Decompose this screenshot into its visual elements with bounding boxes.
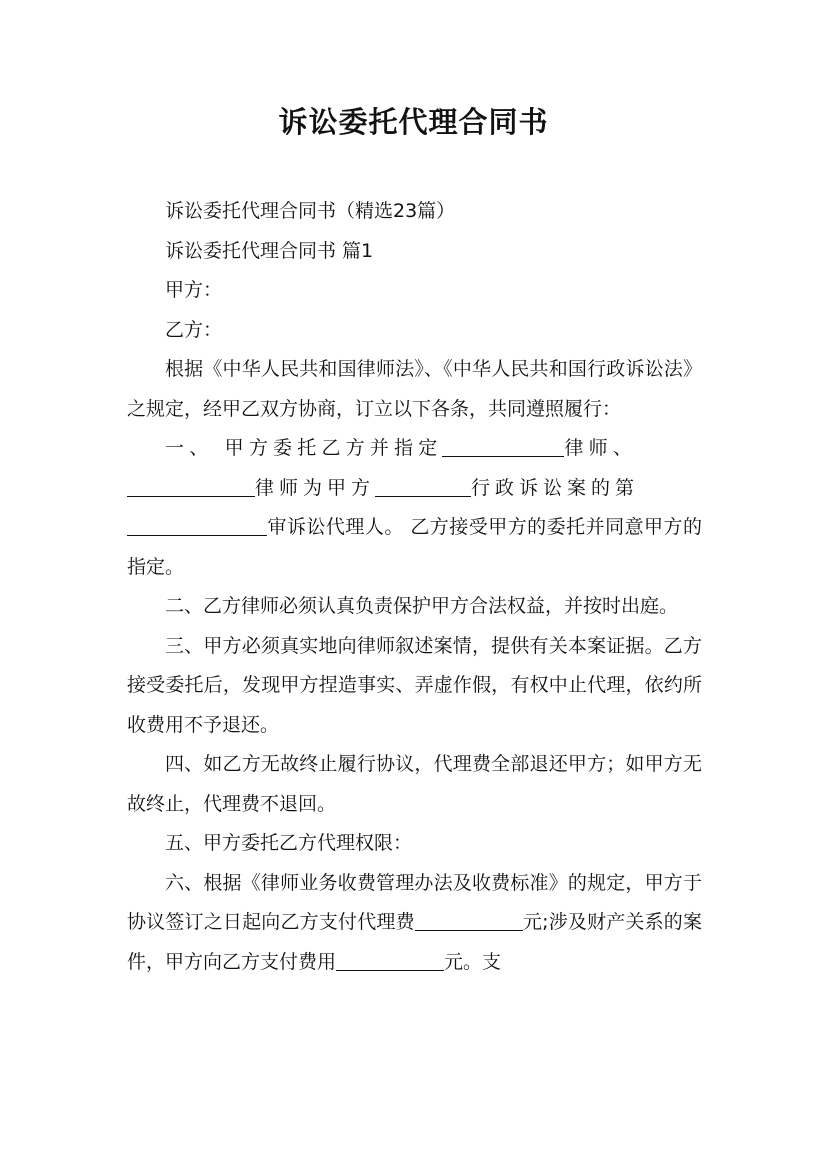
paragraph-section-heading: 诉讼委托代理合同书 篇1 xyxy=(165,239,374,262)
paragraph-clause-4: 四、如乙方无故终止履行协议，代理费全部退还甲方；如甲方无故终止，代理费不退回。 xyxy=(127,753,702,815)
paragraph-clause-6 xyxy=(127,864,702,983)
document-body xyxy=(127,192,702,982)
document-title: 诉讼委托代理合同书 xyxy=(278,105,549,139)
paragraph-preamble: 根据《中华人民共和国律师法》、《中华人民共和国行政诉讼法》之规定，经甲乙双方协商，订立以下各条，共同遵照履行： xyxy=(127,358,702,420)
paragraph-subtitle: 诉讼委托代理合同书（精选23篇） xyxy=(165,200,456,222)
paragraph-party-b: 乙方： xyxy=(165,318,223,341)
paragraph-clause-5: 五、甲方委托乙方代理权限： xyxy=(165,832,413,854)
paragraph-clause-1-cont xyxy=(127,469,702,509)
clause-6-text-b: 元;涉及财产关系的案件，甲方向乙方支付费用 xyxy=(127,911,702,973)
paragraph-clause-1 xyxy=(127,429,702,469)
paragraph-clause-3: 三、甲方必须真实地向律师叙述案情，提供有关本案证据。乙方接受委托后，发现甲方捏造事实、弄虚作假，有权中止代理，依约所收费用不予退还。 xyxy=(127,634,702,736)
clause-1-text-e: 审诉讼代理人。 乙方接受甲方的委托并同意甲方的指定。 xyxy=(127,516,702,578)
blank-case-name xyxy=(375,474,471,497)
clause-1-text-d: 行政诉讼案的第 xyxy=(471,476,640,499)
blank-lawyer-1 xyxy=(442,434,564,457)
blank-agency-fee xyxy=(415,908,523,931)
clause-1-text-b: 律师、 xyxy=(564,437,638,459)
blank-instance xyxy=(127,513,267,536)
paragraph-party-a: 甲方： xyxy=(165,279,223,301)
clause-6-text-c: 元。支 xyxy=(444,950,502,973)
clause-1-text-a: 一、 甲方委托乙方并指定 xyxy=(165,437,443,459)
paragraph-clause-1-end xyxy=(127,508,702,587)
paragraph-clause-2: 二、乙方律师必须认真负责保护甲方合法权益，并按时出庭。 xyxy=(165,595,679,617)
clause-1-text-c: 律师为甲方 xyxy=(255,476,376,499)
blank-lawyer-2 xyxy=(127,474,255,497)
blank-property-fee xyxy=(336,948,444,971)
clause-6-text-a: 六、根据《律师业务收费管理办法及收费标准》的规定，甲方于协议签订之日起向乙方支付代理费 xyxy=(127,871,702,933)
